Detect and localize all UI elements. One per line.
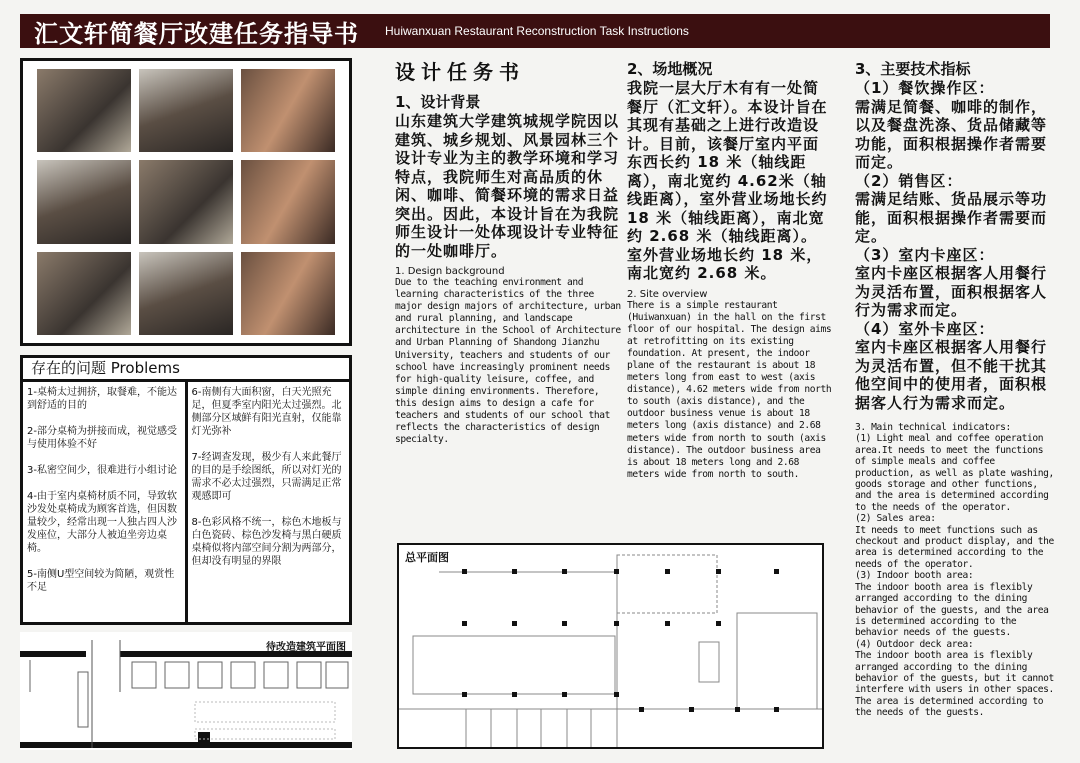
task-title: 设计任务书: [395, 60, 525, 84]
indicator-text: 室内卡座区根据客人用餐行为灵活布置，面积根据客人行为需求而定。: [855, 264, 1048, 319]
section-text-cn: 山东建筑大学建筑城规学院因以建筑、城乡规划、风景园林三个设计专业为主的教学环境和学习特点，我院师生对高品质的休闲、咖啡、简餐环境的需求日益突出。因此，本设计旨在为我院师生设计一处体现设计专业特征的一处咖啡厅。: [395, 112, 620, 260]
photo: [37, 69, 131, 152]
problems-right: [185, 382, 350, 622]
indicator-text-en: The indoor booth area is flexibly arranged according to the dining behavior of the guests, and the area is determined according to the behavior needs of the guests.: [855, 581, 1049, 639]
header-banner: [20, 14, 1050, 48]
photo: [139, 160, 233, 243]
problems-title: 存在的问题 Problems: [23, 358, 349, 382]
problem-item: 1-桌椅太过拥挤，取餐难，不能达到舒适的目的: [27, 387, 177, 411]
photo: [241, 252, 335, 335]
problem-item: 8-色彩风格不统一，棕色木地板与白色瓷砖、棕色沙发椅与黑白硬质桌椅似将内部空间分割为两部分，但却没有明显的界限: [191, 517, 342, 567]
indicator-heading: （3）室内卡座区：: [855, 245, 995, 264]
photo: [241, 160, 335, 243]
photo: [139, 69, 233, 152]
indicator-text-en: The area is determined according to the needs of the guests.: [855, 695, 1044, 719]
photo: [241, 69, 335, 152]
photo: [37, 160, 131, 243]
indicator-heading: （4）室外卡座区：: [855, 319, 995, 338]
indicator-text: 室内卡座区根据客人用餐行为灵活布置，但不能干扰其他空间中的使用者，面积根据客人行为需求而定。: [855, 338, 1048, 412]
problem-item: 6-南侧有大面积窗，白天光照充足，但夏季室内阳光太过强烈。北侧部分区域鲜有阳光直射，仅能靠灯光弥补: [191, 387, 342, 437]
section-text-en: Due to the teaching environment and learning characteristics of the three major design majors of architecture, urban and rural planning, and landscape architecture in the School of Architecture and Urban Planning of Shandong Jianzhu University, teachers and students of our school have increasingly prominent needs for high-quality leisure, coffee, and simple dining environments. Therefore, this design aims to design a cafe for teachers and students of our school that reflects the characteristics of design specialty.: [395, 277, 621, 446]
title-cn: 汇文轩简餐厅改建任务指导书: [34, 19, 359, 48]
site-plan: [397, 543, 824, 749]
indicator-text: 需满足结账、货品展示等功能，面积根据操作者需要而定。: [855, 190, 1048, 245]
section-heading-en: 2. Site overview: [627, 288, 708, 300]
section-heading-en: 3. Main technical indicators:: [855, 422, 1011, 433]
problem-item: 5-南侧U型空间较为简陋，观赏性不足: [27, 569, 175, 593]
photo: [37, 252, 131, 335]
task-column-2: [627, 58, 832, 481]
problem-item: 3-私密空间少，很难进行小组讨论: [27, 465, 177, 476]
photo: [139, 252, 233, 335]
photo-grid: [20, 58, 352, 346]
indicator-text-en: (4) Outdoor deck area:: [855, 638, 974, 650]
problem-item: 2-部分桌椅为拼接而成，视觉感受与使用体验不好: [27, 426, 177, 450]
indicator-text-en: (1) Light meal and coffee operation area.It needs to meet the functions of simple meals and coffee production, as well as plate washing, goods storage and other functions, and the area is determined according to the needs of the operator.: [855, 433, 1054, 513]
floor-plan: [20, 632, 352, 750]
task-column-1: [395, 56, 623, 446]
problem-item: 7-经调查发现，极少有人来此餐厅的目的是手绘图纸，所以对灯光的需求不必太过强烈，只需满足正常观感即可: [191, 452, 342, 502]
indicator-text-en: (3) Indoor booth area:: [855, 570, 974, 582]
site-plan-label: 总平面图: [405, 551, 449, 564]
section-text-en: There is a simple restaurant (Huiwanxuan) in the hall on the first floor of our hospital. The design aims at retrofitting on its existing foundation. At present, the indoor plane of the restaurant is about 18 meters long from east to west (axis distance), 4.62 meters wide from north to south (axis distance), and the outdoor business venue is about 18 meters long (axis distance) and 2.68 meters wide from north to south (axis distance). The outdoor business area is about 18 meters long and 2.68 meters wide from north to south.: [627, 299, 832, 480]
title-en: Huiwanxuan Restaurant Reconstruction Task Instructions: [385, 24, 689, 38]
indicator-text-en: The indoor booth area is flexibly arranged according to the dining behavior of the guests, but it cannot interfere with users in other spaces.: [855, 650, 1054, 696]
problems-left: [23, 382, 185, 622]
section-heading: 1、设计背景: [395, 93, 481, 111]
site-plan-drawing: [399, 545, 824, 749]
indicator-text-en: (2) Sales area:: [855, 513, 936, 525]
indicator-text: 需满足简餐、咖啡的制作，以及餐盘洗涤、货品储藏等功能，面积根据操作者需要而定。: [855, 97, 1048, 171]
problems-box: [20, 355, 352, 625]
floor-plan-label: 待改造建筑平面图: [266, 642, 346, 653]
section-text-cn: 我院一层大厅木有有一处简餐厅（汇文轩）。本设计旨在其现有基础之上进行改造设计。目前，该餐厅室内平面东西长约 18 米（轴线距离），南北宽约 4.62米（轴线距离），室外营业场地长约 18 米（轴线距离），南北宽约 2.68 米（轴线距离）。室外营业场地长约 18 米，南北宽约 2.68 米。: [627, 79, 828, 282]
task-column-3: [855, 58, 1055, 719]
problem-item: 4-由于室内桌椅材质不同，导致软沙发处桌椅成为顾客首选，但因数量较少，经常出现一人独占四人沙发座位，大部分人被迫坐旁边桌椅。: [27, 491, 177, 554]
section-heading-en: 1. Design background: [395, 266, 505, 277]
section-heading: 2、场地概况: [627, 60, 713, 78]
indicator-heading: （1）餐饮操作区：: [855, 79, 995, 97]
indicator-text-en: It needs to meet functions such as checkout and product display, and the area is determined according to the needs of the operator.: [855, 524, 1054, 570]
section-heading: 3、主要技术指标: [855, 60, 971, 78]
indicator-heading: （2）销售区：: [855, 171, 963, 190]
